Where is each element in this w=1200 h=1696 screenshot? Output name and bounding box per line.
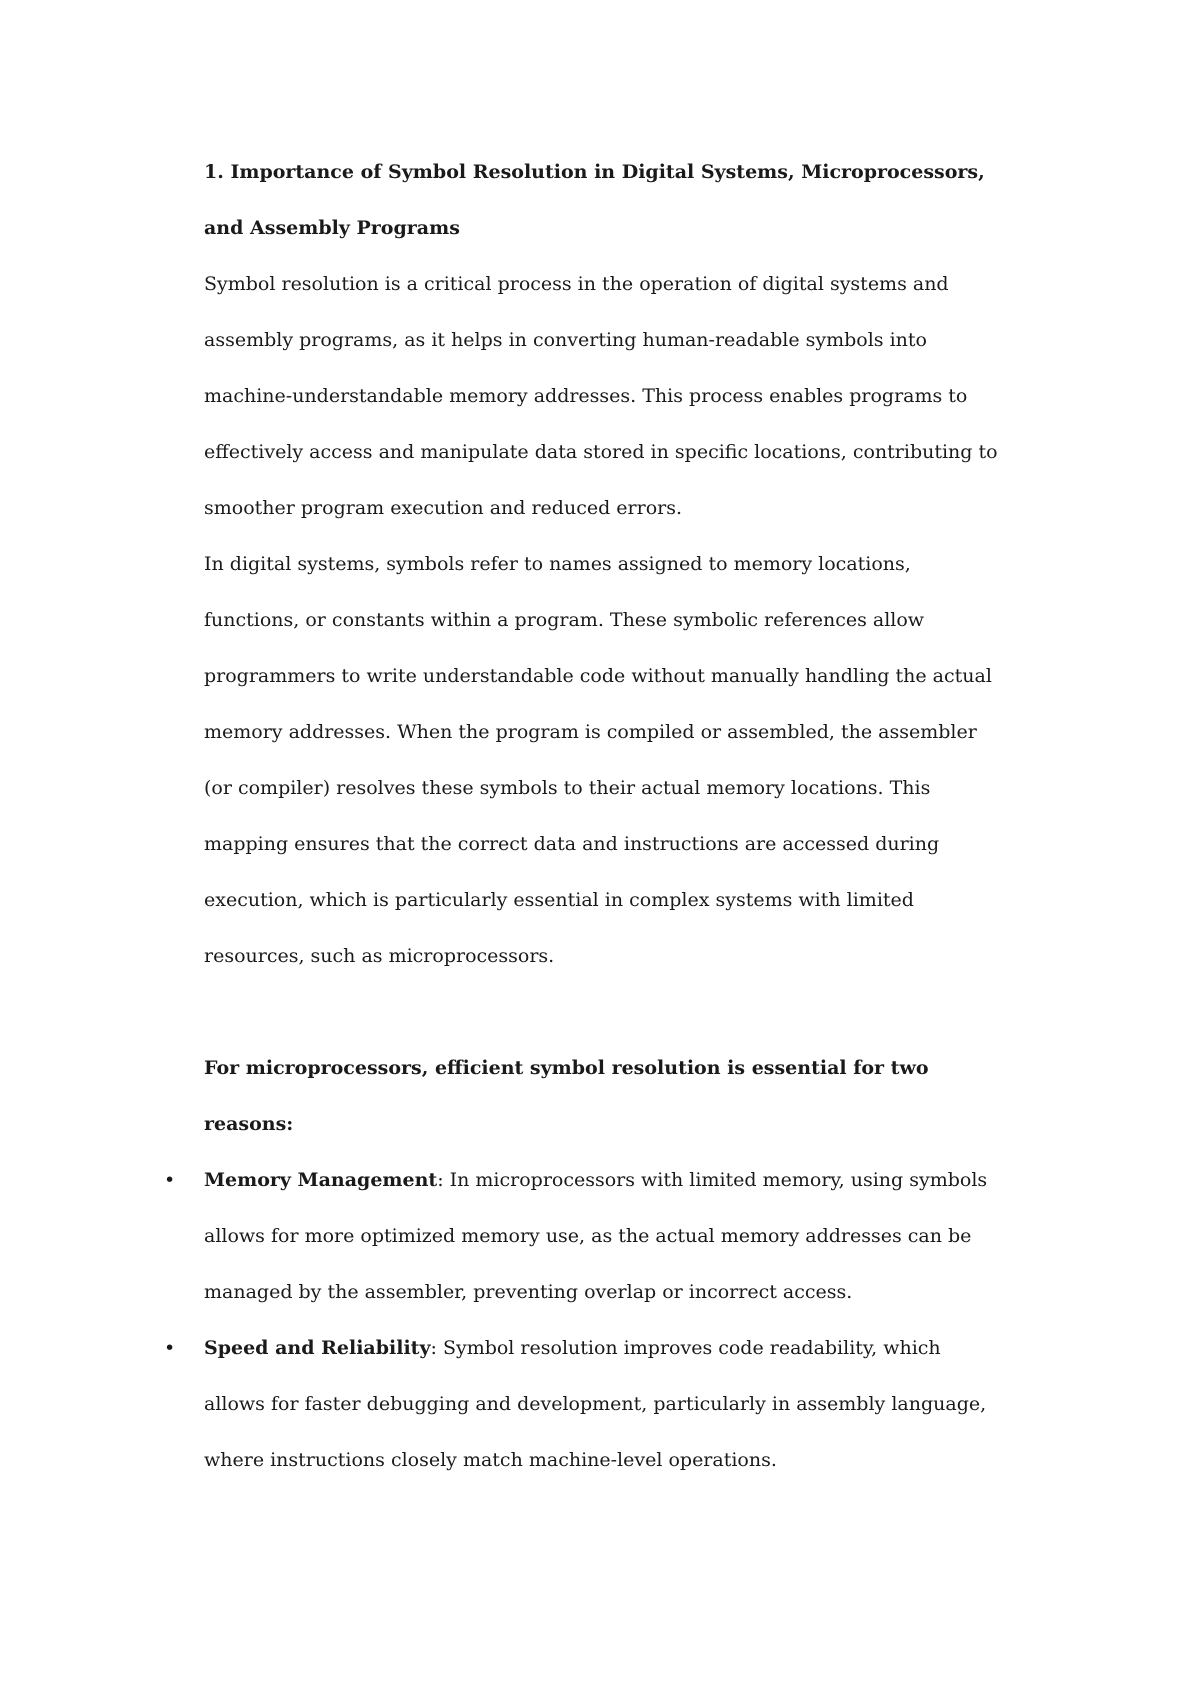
paragraph-spacer xyxy=(204,984,1004,1040)
paragraph-symbols: In digital systems, symbols refer to names assigned to memory locations, functions, or constants within a program. These symbolic references allow programmers to write understandable code without manually handling the actual memory addresses. When the program is compiled or assembled, the assembler (or compiler) resolves these symbols to their actual memory locations. This mapping ensures that the correct data and instructions are accessed during execution, which is particularly essential in complex systems with limited resources, such as microprocessors. xyxy=(204,553,992,967)
bullet-icon: • xyxy=(164,1169,176,1191)
list-item xyxy=(164,1320,1004,1488)
list-item xyxy=(164,1152,1004,1320)
bullet-term: Memory Management xyxy=(204,1169,438,1191)
reasons-intro: For microprocessors, efficient symbol resolution is essential for two reasons: xyxy=(204,1057,929,1135)
bullet-icon: • xyxy=(164,1337,176,1359)
bullet-term: Speed and Reliability xyxy=(204,1337,431,1359)
document-body xyxy=(164,144,1004,1488)
bullet-text: : In microprocessors with limited memory, using symbols allows for more optimized memory use, as the actual memory addresses can be managed by the assembler, preventing overlap or incorrect access. xyxy=(204,1169,988,1303)
paragraph-intro: Symbol resolution is a critical process in the operation of digital systems and assembly programs, as it helps in converting human-readable symbols into machine-understandable memory addresses. This process enables programs to effectively access and manipulate data stored in specific locations, contributing to smoother program execution and reduced errors. xyxy=(204,273,998,519)
bullet-text: : Symbol resolution improves code readability, which allows for faster debugging and development, particularly in assembly language, where instructions closely match machine-level operations. xyxy=(204,1337,987,1471)
reasons-list xyxy=(164,1152,1004,1488)
section-heading: 1. Importance of Symbol Resolution in Digital Systems, Microprocessors, and Assembly Programs xyxy=(204,161,985,239)
